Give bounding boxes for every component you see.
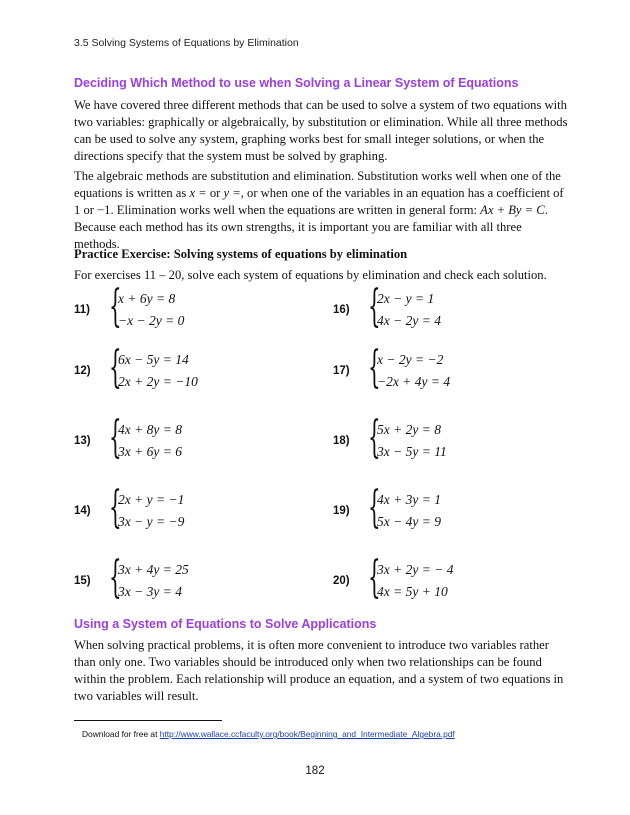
exercise-number: 15) [74,575,91,587]
exercise-15 [74,552,314,606]
exercise-20 [333,552,573,606]
equation-1: 2x − y = 1 [377,291,435,306]
brace-icon: { [368,412,381,463]
footnote-prefix: Download for free at [82,729,160,739]
equation-2: −x − 2y = 0 [118,313,185,328]
paragraph-algebraic-part-c: , or when one of the variables in an equation has a coefficient of 1 or −1. Elimination works well when the equations are written in general form: [74,186,564,217]
exercise-13 [74,412,314,466]
exercise-number: 11) [74,304,90,316]
equation-1: 2x + y = −1 [118,492,185,507]
brace-icon: { [368,552,381,603]
page-number: 182 [305,765,325,777]
math-general-form: Ax + By = C [480,203,545,217]
equation-2: 3x − 3y = 4 [118,584,182,599]
exercise-11 [74,281,314,335]
brace-icon: { [368,482,381,533]
exercise-18 [333,412,573,466]
running-head: 3.5 Solving Systems of Equations by Elimination [74,37,299,49]
equation-2: 3x − 5y = 11 [377,444,447,459]
equation-1: 4x + 3y = 1 [377,492,441,507]
exercise-number: 16) [333,304,350,316]
exercise-16 [333,281,573,335]
math-x-equals: x = [189,186,207,200]
equation-1: 5x + 2y = 8 [377,422,441,437]
practice-subheading: Practice Exercise: Solving systems of equations by elimination [74,247,408,261]
section-heading-applications: Using a System of Equations to Solve Applications [74,617,377,631]
exercise-number: 19) [333,505,350,517]
brace-icon: { [109,412,122,463]
paragraph-algebraic-part-b: or [206,186,224,200]
equation-2: 3x − y = −9 [118,514,185,529]
math-y-equals: y = [223,186,241,200]
brace-icon: { [109,281,122,332]
equation-1: x + 6y = 8 [118,291,176,306]
equation-2: −2x + 4y = 4 [377,374,451,389]
equation-1: 3x + 2y = − 4 [377,562,454,577]
brace-icon: { [109,482,122,533]
brace-icon: { [368,342,381,393]
equation-2: 5x − 4y = 9 [377,514,441,529]
equation-1: 3x + 4y = 25 [118,562,189,577]
exercise-number: 17) [333,365,350,377]
practice-instructions: For exercises 11 – 20, solve each system of equations by elimination and check each solution. [74,268,547,282]
equation-1: 4x + 8y = 8 [118,422,182,437]
equation-2: 3x + 6y = 6 [118,444,182,459]
paragraph-methods: We have covered three different methods that can be used to solve a system of two equations with two variables: graphically or algebraically, by substitution or elimination. While all three methods can be used to solve any system, graphing works best for small integer solutions, or when the directions specify that the system must be solved by graphing. [74,98,568,163]
exercise-number: 14) [74,505,91,517]
exercise-number: 13) [74,435,91,447]
brace-icon: { [368,281,381,332]
exercise-number: 20) [333,575,350,587]
equation-2: 4x = 5y + 10 [377,584,448,599]
exercise-14 [74,482,314,536]
footnote [82,729,455,739]
paragraph-algebraic-part-a: The algebraic methods are substitution and elimination. Substitution works well when one of the equations is written as [74,169,561,200]
equation-1: x − 2y = −2 [377,352,444,367]
brace-icon: { [109,552,122,603]
exercise-12 [74,342,314,396]
exercise-17 [333,342,573,396]
footnote-link[interactable]: http://www.wallace.ccfaculty.org/book/Beginning_and_Intermediate_Algebra.pdf [159,729,455,739]
paragraph-algebraic [74,168,570,253]
paragraph-algebraic-part-d: . Because each method has its own strengths, it is important you are familiar with all three methods. [74,203,548,251]
paragraph-applications: When solving practical problems, it is often more convenient to introduce two variables rather than only one. Two variables should be introduced only when two relationships can be found within the problem. Each relationship will produce an equation, and a system of two equations in two variables will result. [74,638,564,703]
section-heading-method: Deciding Which Method to use when Solving a Linear System of Equations [74,76,519,90]
exercise-19 [333,482,573,536]
footnote-rule [74,720,222,721]
equation-2: 2x + 2y = −10 [118,374,198,389]
exercise-number: 12) [74,365,91,377]
brace-icon: { [109,342,122,393]
exercise-number: 18) [333,435,350,447]
equation-2: 4x − 2y = 4 [377,313,441,328]
equation-1: 6x − 5y = 14 [118,352,189,367]
